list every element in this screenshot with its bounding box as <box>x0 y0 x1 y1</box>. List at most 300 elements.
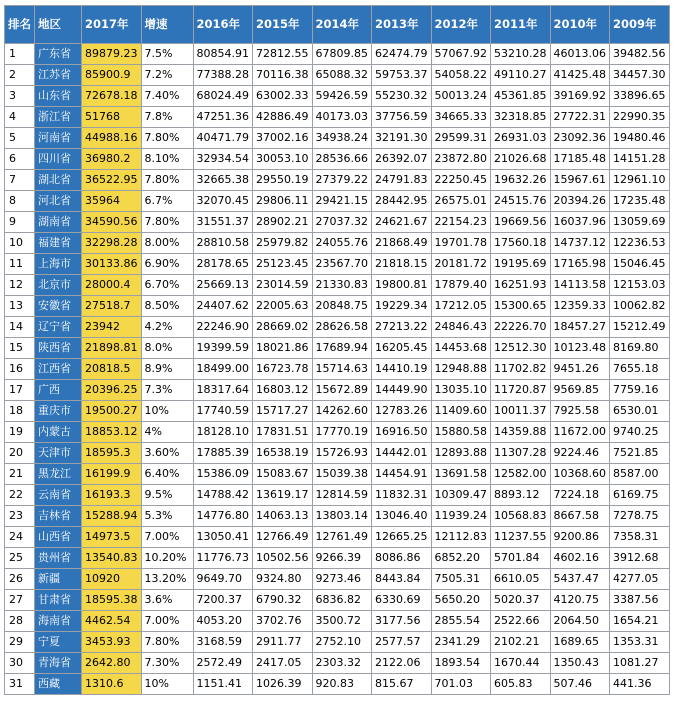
cell-gdp-2014: 15672.89 <box>312 380 372 401</box>
cell-gdp-2015: 25123.45 <box>253 254 313 275</box>
cell-gdp-2014: 27037.32 <box>312 212 372 233</box>
cell-gdp-2012: 13035.10 <box>431 380 491 401</box>
cell-growth-rate: 7.00% <box>141 611 193 632</box>
table-row <box>5 107 670 128</box>
cell-growth-rate: 10% <box>141 401 193 422</box>
cell-growth-rate: 7.00% <box>141 527 193 548</box>
cell-gdp-2013: 11832.31 <box>372 485 432 506</box>
table-row <box>5 86 670 107</box>
cell-gdp-2013: 55230.32 <box>372 86 432 107</box>
cell-gdp-2017: 21898.81 <box>82 338 142 359</box>
cell-gdp-2011: 19195.69 <box>491 254 551 275</box>
cell-region: 海南省 <box>35 611 82 632</box>
cell-gdp-2009: 22990.35 <box>610 107 670 128</box>
cell-gdp-2015: 14063.13 <box>253 506 313 527</box>
cell-gdp-2011: 11307.28 <box>491 443 551 464</box>
table-row <box>5 527 670 548</box>
cell-rank: 19 <box>5 422 35 443</box>
cell-gdp-2016: 40471.79 <box>193 128 253 149</box>
cell-gdp-2015: 23014.59 <box>253 275 313 296</box>
cell-gdp-2014: 12761.49 <box>312 527 372 548</box>
table-row <box>5 233 670 254</box>
cell-gdp-2010: 5437.47 <box>550 569 610 590</box>
cell-gdp-2011: 11237.55 <box>491 527 551 548</box>
cell-growth-rate: 4% <box>141 422 193 443</box>
cell-growth-rate: 13.20% <box>141 569 193 590</box>
cell-gdp-2010: 10123.48 <box>550 338 610 359</box>
cell-gdp-2009: 13059.69 <box>610 212 670 233</box>
cell-rank: 6 <box>5 149 35 170</box>
cell-gdp-2012: 12112.83 <box>431 527 491 548</box>
cell-gdp-2011: 14359.88 <box>491 422 551 443</box>
cell-growth-rate: 7.80% <box>141 632 193 653</box>
cell-gdp-2010: 14113.58 <box>550 275 610 296</box>
cell-gdp-2014: 17689.94 <box>312 338 372 359</box>
cell-gdp-2013: 24791.83 <box>372 170 432 191</box>
table-row <box>5 65 670 86</box>
cell-gdp-2016: 28810.58 <box>193 233 253 254</box>
cell-gdp-2016: 11776.73 <box>193 548 253 569</box>
cell-gdp-2011: 49110.27 <box>491 65 551 86</box>
cell-gdp-2017: 19500.27 <box>82 401 142 422</box>
cell-gdp-2012: 15880.58 <box>431 422 491 443</box>
cell-growth-rate: 7.2% <box>141 65 193 86</box>
cell-gdp-2009: 7278.75 <box>610 506 670 527</box>
cell-gdp-2014: 12814.59 <box>312 485 372 506</box>
header-row <box>5 6 670 44</box>
cell-gdp-2013: 14454.91 <box>372 464 432 485</box>
table-row <box>5 569 670 590</box>
cell-gdp-2013: 21868.49 <box>372 233 432 254</box>
header-gdp-2013: 2013年 <box>372 6 432 44</box>
cell-gdp-2010: 18457.27 <box>550 317 610 338</box>
cell-gdp-2015: 15717.27 <box>253 401 313 422</box>
cell-gdp-2013: 3177.56 <box>372 611 432 632</box>
cell-gdp-2010: 4602.16 <box>550 548 610 569</box>
cell-gdp-2016: 9649.70 <box>193 569 253 590</box>
cell-growth-rate: 6.90% <box>141 254 193 275</box>
header-gdp-2011: 2011年 <box>491 6 551 44</box>
table-row <box>5 611 670 632</box>
cell-gdp-2016: 32070.45 <box>193 191 253 212</box>
cell-gdp-2010: 9569.85 <box>550 380 610 401</box>
table-row <box>5 275 670 296</box>
table-row <box>5 170 670 191</box>
cell-gdp-2015: 42886.49 <box>253 107 313 128</box>
cell-rank: 12 <box>5 275 35 296</box>
cell-gdp-2015: 72812.55 <box>253 44 313 65</box>
cell-gdp-2012: 5650.20 <box>431 590 491 611</box>
header-region: 地区 <box>35 6 82 44</box>
cell-gdp-2016: 2572.49 <box>193 653 253 674</box>
cell-region: 北京市 <box>35 275 82 296</box>
cell-gdp-2016: 18499.00 <box>193 359 253 380</box>
cell-gdp-2010: 12359.33 <box>550 296 610 317</box>
cell-gdp-2014: 23567.70 <box>312 254 372 275</box>
header-gdp-2012: 2012年 <box>431 6 491 44</box>
cell-growth-rate: 7.80% <box>141 128 193 149</box>
table-row <box>5 212 670 233</box>
cell-region: 陕西省 <box>35 338 82 359</box>
cell-region: 吉林省 <box>35 506 82 527</box>
cell-rank: 24 <box>5 527 35 548</box>
cell-gdp-2013: 6330.69 <box>372 590 432 611</box>
cell-gdp-2015: 10502.56 <box>253 548 313 569</box>
cell-gdp-2010: 41425.48 <box>550 65 610 86</box>
cell-gdp-2015: 16538.19 <box>253 443 313 464</box>
cell-gdp-2014: 14262.60 <box>312 401 372 422</box>
cell-region: 广西 <box>35 380 82 401</box>
cell-rank: 14 <box>5 317 35 338</box>
cell-gdp-2010: 8667.58 <box>550 506 610 527</box>
cell-gdp-2015: 70116.38 <box>253 65 313 86</box>
cell-gdp-2017: 35964 <box>82 191 142 212</box>
cell-region: 四川省 <box>35 149 82 170</box>
cell-gdp-2009: 7358.31 <box>610 527 670 548</box>
cell-growth-rate: 8.10% <box>141 149 193 170</box>
cell-rank: 5 <box>5 128 35 149</box>
cell-growth-rate: 9.5% <box>141 485 193 506</box>
cell-gdp-2016: 47251.36 <box>193 107 253 128</box>
cell-growth-rate: 7.80% <box>141 170 193 191</box>
cell-region: 浙江省 <box>35 107 82 128</box>
cell-gdp-2011: 12582.00 <box>491 464 551 485</box>
cell-growth-rate: 3.60% <box>141 443 193 464</box>
cell-gdp-2011: 45361.85 <box>491 86 551 107</box>
cell-gdp-2011: 8893.12 <box>491 485 551 506</box>
cell-gdp-2011: 17560.18 <box>491 233 551 254</box>
cell-region: 辽宁省 <box>35 317 82 338</box>
cell-rank: 22 <box>5 485 35 506</box>
cell-gdp-2015: 13619.17 <box>253 485 313 506</box>
cell-gdp-2009: 1353.31 <box>610 632 670 653</box>
cell-gdp-2012: 6852.20 <box>431 548 491 569</box>
cell-gdp-2014: 15726.93 <box>312 443 372 464</box>
cell-gdp-2011: 1670.44 <box>491 653 551 674</box>
cell-gdp-2011: 2102.21 <box>491 632 551 653</box>
cell-gdp-2012: 12948.88 <box>431 359 491 380</box>
gdp-table <box>4 5 670 695</box>
table-row <box>5 380 670 401</box>
cell-gdp-2017: 32298.28 <box>82 233 142 254</box>
cell-gdp-2009: 8169.80 <box>610 338 670 359</box>
cell-gdp-2010: 9224.46 <box>550 443 610 464</box>
cell-gdp-2017: 14973.5 <box>82 527 142 548</box>
cell-gdp-2013: 8443.84 <box>372 569 432 590</box>
cell-gdp-2009: 15046.45 <box>610 254 670 275</box>
cell-rank: 13 <box>5 296 35 317</box>
cell-gdp-2009: 33896.65 <box>610 86 670 107</box>
cell-gdp-2014: 9266.39 <box>312 548 372 569</box>
cell-rank: 2 <box>5 65 35 86</box>
cell-region: 上海市 <box>35 254 82 275</box>
cell-gdp-2012: 11409.60 <box>431 401 491 422</box>
cell-gdp-2010: 27722.31 <box>550 107 610 128</box>
table-row <box>5 149 670 170</box>
cell-gdp-2017: 16199.9 <box>82 464 142 485</box>
header-gdp-2014: 2014年 <box>312 6 372 44</box>
table-row <box>5 401 670 422</box>
cell-gdp-2017: 89879.23 <box>82 44 142 65</box>
cell-gdp-2012: 17879.40 <box>431 275 491 296</box>
cell-gdp-2011: 19669.56 <box>491 212 551 233</box>
cell-gdp-2013: 21818.15 <box>372 254 432 275</box>
cell-gdp-2010: 16037.96 <box>550 212 610 233</box>
cell-gdp-2016: 17885.39 <box>193 443 253 464</box>
cell-rank: 1 <box>5 44 35 65</box>
cell-gdp-2017: 28000.4 <box>82 275 142 296</box>
cell-rank: 25 <box>5 548 35 569</box>
cell-gdp-2014: 29421.15 <box>312 191 372 212</box>
header-growth-rate: 增速 <box>141 6 193 44</box>
cell-growth-rate: 8.9% <box>141 359 193 380</box>
table-row <box>5 44 670 65</box>
cell-rank: 9 <box>5 212 35 233</box>
cell-gdp-2011: 16251.93 <box>491 275 551 296</box>
gdp-table-container <box>4 5 670 695</box>
cell-gdp-2011: 26931.03 <box>491 128 551 149</box>
cell-growth-rate: 10.20% <box>141 548 193 569</box>
cell-gdp-2012: 23872.80 <box>431 149 491 170</box>
cell-gdp-2017: 23942 <box>82 317 142 338</box>
cell-rank: 31 <box>5 674 35 695</box>
cell-region: 宁夏 <box>35 632 82 653</box>
cell-gdp-2016: 19399.59 <box>193 338 253 359</box>
cell-gdp-2009: 3912.68 <box>610 548 670 569</box>
cell-gdp-2009: 441.36 <box>610 674 670 695</box>
cell-gdp-2010: 1350.43 <box>550 653 610 674</box>
cell-growth-rate: 4.2% <box>141 317 193 338</box>
cell-gdp-2010: 9200.86 <box>550 527 610 548</box>
cell-gdp-2010: 46013.06 <box>550 44 610 65</box>
cell-rank: 8 <box>5 191 35 212</box>
cell-gdp-2012: 29599.31 <box>431 128 491 149</box>
cell-gdp-2010: 10368.60 <box>550 464 610 485</box>
cell-region: 广东省 <box>35 44 82 65</box>
cell-gdp-2011: 2522.66 <box>491 611 551 632</box>
cell-growth-rate: 6.70% <box>141 275 193 296</box>
cell-gdp-2009: 39482.56 <box>610 44 670 65</box>
cell-gdp-2012: 14453.68 <box>431 338 491 359</box>
cell-growth-rate: 7.80% <box>141 212 193 233</box>
cell-gdp-2016: 18128.10 <box>193 422 253 443</box>
cell-growth-rate: 7.40% <box>141 86 193 107</box>
cell-rank: 23 <box>5 506 35 527</box>
cell-gdp-2013: 59753.37 <box>372 65 432 86</box>
cell-region: 青海省 <box>35 653 82 674</box>
cell-gdp-2015: 16723.78 <box>253 359 313 380</box>
cell-gdp-2014: 67809.85 <box>312 44 372 65</box>
cell-region: 贵州省 <box>35 548 82 569</box>
cell-region: 山东省 <box>35 86 82 107</box>
cell-gdp-2017: 36522.95 <box>82 170 142 191</box>
cell-rank: 18 <box>5 401 35 422</box>
cell-gdp-2017: 2642.80 <box>82 653 142 674</box>
cell-gdp-2015: 2911.77 <box>253 632 313 653</box>
cell-gdp-2015: 6790.32 <box>253 590 313 611</box>
cell-gdp-2014: 13803.14 <box>312 506 372 527</box>
cell-gdp-2012: 20181.72 <box>431 254 491 275</box>
table-body <box>5 44 670 695</box>
table-row <box>5 296 670 317</box>
cell-gdp-2012: 57067.92 <box>431 44 491 65</box>
cell-gdp-2017: 27518.7 <box>82 296 142 317</box>
cell-rank: 16 <box>5 359 35 380</box>
cell-gdp-2014: 34938.24 <box>312 128 372 149</box>
cell-rank: 10 <box>5 233 35 254</box>
header-gdp-2010: 2010年 <box>550 6 610 44</box>
header-gdp-2017: 2017年 <box>82 6 142 44</box>
cell-gdp-2016: 32665.38 <box>193 170 253 191</box>
cell-gdp-2012: 701.03 <box>431 674 491 695</box>
cell-gdp-2014: 59426.59 <box>312 86 372 107</box>
cell-region: 福建省 <box>35 233 82 254</box>
cell-gdp-2017: 72678.18 <box>82 86 142 107</box>
cell-gdp-2013: 13046.40 <box>372 506 432 527</box>
cell-gdp-2016: 18317.64 <box>193 380 253 401</box>
cell-gdp-2012: 11939.24 <box>431 506 491 527</box>
cell-gdp-2012: 2341.29 <box>431 632 491 653</box>
cell-gdp-2015: 15083.67 <box>253 464 313 485</box>
table-row <box>5 317 670 338</box>
cell-rank: 29 <box>5 632 35 653</box>
cell-gdp-2017: 16193.3 <box>82 485 142 506</box>
cell-gdp-2009: 12961.10 <box>610 170 670 191</box>
cell-gdp-2012: 54058.22 <box>431 65 491 86</box>
cell-gdp-2012: 12893.88 <box>431 443 491 464</box>
cell-region: 江西省 <box>35 359 82 380</box>
cell-gdp-2011: 605.83 <box>491 674 551 695</box>
cell-growth-rate: 3.6% <box>141 590 193 611</box>
table-row <box>5 674 670 695</box>
cell-gdp-2010: 4120.75 <box>550 590 610 611</box>
cell-rank: 17 <box>5 380 35 401</box>
header-gdp-2009: 2009年 <box>610 6 670 44</box>
cell-growth-rate: 5.3% <box>141 506 193 527</box>
table-row <box>5 632 670 653</box>
cell-gdp-2013: 12783.26 <box>372 401 432 422</box>
cell-gdp-2015: 12766.49 <box>253 527 313 548</box>
cell-gdp-2009: 34457.30 <box>610 65 670 86</box>
cell-gdp-2009: 6169.75 <box>610 485 670 506</box>
cell-gdp-2011: 32318.85 <box>491 107 551 128</box>
cell-gdp-2016: 14788.42 <box>193 485 253 506</box>
cell-rank: 21 <box>5 464 35 485</box>
cell-gdp-2010: 9451.26 <box>550 359 610 380</box>
cell-gdp-2016: 28178.65 <box>193 254 253 275</box>
cell-gdp-2011: 24515.76 <box>491 191 551 212</box>
cell-growth-rate: 6.40% <box>141 464 193 485</box>
cell-gdp-2013: 16205.45 <box>372 338 432 359</box>
cell-gdp-2010: 7925.58 <box>550 401 610 422</box>
cell-gdp-2012: 22154.23 <box>431 212 491 233</box>
cell-gdp-2010: 17185.48 <box>550 149 610 170</box>
cell-growth-rate: 8.00% <box>141 233 193 254</box>
cell-region: 黑龙江 <box>35 464 82 485</box>
cell-gdp-2011: 12512.30 <box>491 338 551 359</box>
cell-gdp-2014: 20848.75 <box>312 296 372 317</box>
cell-gdp-2009: 12153.03 <box>610 275 670 296</box>
cell-gdp-2016: 7200.37 <box>193 590 253 611</box>
cell-gdp-2013: 19229.34 <box>372 296 432 317</box>
cell-gdp-2013: 14410.19 <box>372 359 432 380</box>
cell-gdp-2009: 1081.27 <box>610 653 670 674</box>
cell-gdp-2011: 15300.65 <box>491 296 551 317</box>
cell-gdp-2017: 18595.38 <box>82 590 142 611</box>
cell-gdp-2013: 24621.67 <box>372 212 432 233</box>
cell-gdp-2009: 6530.01 <box>610 401 670 422</box>
cell-gdp-2016: 14776.80 <box>193 506 253 527</box>
cell-gdp-2017: 13540.83 <box>82 548 142 569</box>
cell-gdp-2014: 65088.32 <box>312 65 372 86</box>
cell-gdp-2011: 22226.70 <box>491 317 551 338</box>
cell-gdp-2009: 4277.05 <box>610 569 670 590</box>
cell-gdp-2013: 19800.81 <box>372 275 432 296</box>
cell-gdp-2016: 68024.49 <box>193 86 253 107</box>
cell-gdp-2015: 25979.82 <box>253 233 313 254</box>
cell-gdp-2009: 1654.21 <box>610 611 670 632</box>
cell-gdp-2014: 2752.10 <box>312 632 372 653</box>
cell-gdp-2009: 17235.48 <box>610 191 670 212</box>
cell-gdp-2010: 23092.36 <box>550 128 610 149</box>
cell-gdp-2014: 24055.76 <box>312 233 372 254</box>
cell-gdp-2013: 27213.22 <box>372 317 432 338</box>
cell-gdp-2009: 7655.18 <box>610 359 670 380</box>
cell-gdp-2015: 29550.19 <box>253 170 313 191</box>
table-row <box>5 506 670 527</box>
cell-gdp-2009: 9740.25 <box>610 422 670 443</box>
cell-region: 西藏 <box>35 674 82 695</box>
cell-gdp-2017: 30133.86 <box>82 254 142 275</box>
cell-gdp-2016: 31551.37 <box>193 212 253 233</box>
cell-gdp-2010: 1689.65 <box>550 632 610 653</box>
header-gdp-2015: 2015年 <box>253 6 313 44</box>
header-gdp-2016: 2016年 <box>193 6 253 44</box>
cell-gdp-2016: 17740.59 <box>193 401 253 422</box>
cell-gdp-2011: 53210.28 <box>491 44 551 65</box>
cell-gdp-2011: 11720.87 <box>491 380 551 401</box>
cell-gdp-2012: 2855.54 <box>431 611 491 632</box>
cell-gdp-2015: 18021.86 <box>253 338 313 359</box>
cell-region: 内蒙古 <box>35 422 82 443</box>
cell-gdp-2012: 7505.31 <box>431 569 491 590</box>
cell-gdp-2017: 85900.9 <box>82 65 142 86</box>
cell-gdp-2015: 17831.51 <box>253 422 313 443</box>
cell-rank: 20 <box>5 443 35 464</box>
cell-gdp-2017: 20818.5 <box>82 359 142 380</box>
cell-gdp-2011: 11702.82 <box>491 359 551 380</box>
table-row <box>5 422 670 443</box>
cell-gdp-2014: 6836.82 <box>312 590 372 611</box>
table-row <box>5 653 670 674</box>
cell-growth-rate: 7.8% <box>141 107 193 128</box>
cell-rank: 30 <box>5 653 35 674</box>
table-row <box>5 464 670 485</box>
cell-rank: 3 <box>5 86 35 107</box>
cell-gdp-2014: 3500.72 <box>312 611 372 632</box>
cell-rank: 4 <box>5 107 35 128</box>
cell-gdp-2016: 3168.59 <box>193 632 253 653</box>
cell-gdp-2014: 17770.19 <box>312 422 372 443</box>
cell-region: 天津市 <box>35 443 82 464</box>
cell-gdp-2017: 10920 <box>82 569 142 590</box>
cell-gdp-2012: 24846.43 <box>431 317 491 338</box>
cell-gdp-2016: 15386.09 <box>193 464 253 485</box>
cell-rank: 27 <box>5 590 35 611</box>
cell-growth-rate: 7.30% <box>141 653 193 674</box>
cell-gdp-2012: 1893.54 <box>431 653 491 674</box>
cell-gdp-2009: 19480.46 <box>610 128 670 149</box>
